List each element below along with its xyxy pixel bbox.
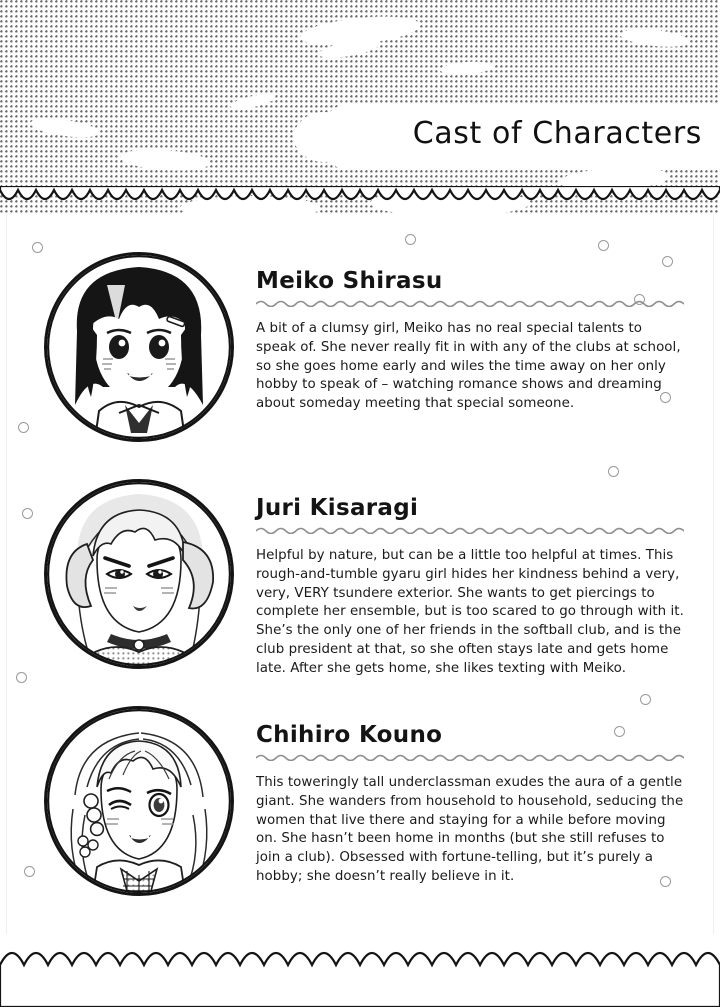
character-description: A bit of a clumsy girl, Meiko has no real special talents to speak of. She never really fit in with any of the clubs at school, so she goes home early and wiles the time away on her only hobby to speak of – watching romance shows and dreaming about someday meeting that special someone. [256, 321, 681, 412]
deco-circle [405, 234, 416, 245]
deco-circle [18, 422, 29, 433]
white-blotch [119, 147, 210, 173]
deco-circle [16, 672, 27, 683]
chihiro-portrait [44, 706, 234, 896]
character-name: Chihiro Kouno [256, 722, 443, 748]
name-underline [256, 752, 684, 761]
meiko-portrait [44, 252, 234, 442]
name-underline [256, 298, 684, 307]
white-blotch [619, 26, 690, 49]
white-blotch [229, 91, 276, 111]
juri-portrait [44, 479, 234, 669]
deco-circle [22, 508, 33, 519]
page-frame-right [713, 214, 714, 934]
character-entry [44, 252, 684, 442]
deco-circle [640, 694, 651, 705]
character-description: Helpful by nature, but can be a little too helpful at times. This rough-and-tumble gyaru girl hides her kindness behind a very, very, VERY tsundere exterior. She wants to get piercings to complete her ensemble, but is too scared to go through with it. She’s the only one of her friends in the softball club, and is the club president at that, so she often stays late and gets home late. After she gets home, she likes texting with Meiko. [256, 548, 684, 676]
page-frame-left [6, 214, 7, 934]
deco-circle [608, 466, 619, 477]
character-entry [44, 479, 684, 679]
character-text [256, 252, 684, 442]
deco-circle [24, 866, 35, 877]
name-underline [256, 525, 684, 534]
character-name: Meiko Shirasu [256, 268, 443, 294]
character-list [0, 226, 720, 946]
character-name: Juri Kisaragi [256, 495, 419, 521]
page-title: Cast of Characters [412, 116, 702, 151]
white-blotch [440, 60, 495, 76]
character-text [256, 706, 684, 896]
deco-circle [32, 242, 43, 253]
torn-edge-top [0, 186, 720, 228]
white-blotch [29, 115, 101, 141]
character-text [256, 479, 684, 679]
character-entry [44, 706, 684, 896]
character-description: This toweringly tall underclassman exudes the aura of a gentle giant. She wanders from household to household, seducing the women that live there and staying for a while before moving on. She hasn’t been home in months (but she still refuses to join a club). Obsessed with fortune-telling, but it’s purely a hobby; she doesn’t really believe in it. [256, 775, 684, 884]
torn-edge-bottom [0, 935, 720, 1007]
deco-circle [598, 240, 609, 251]
